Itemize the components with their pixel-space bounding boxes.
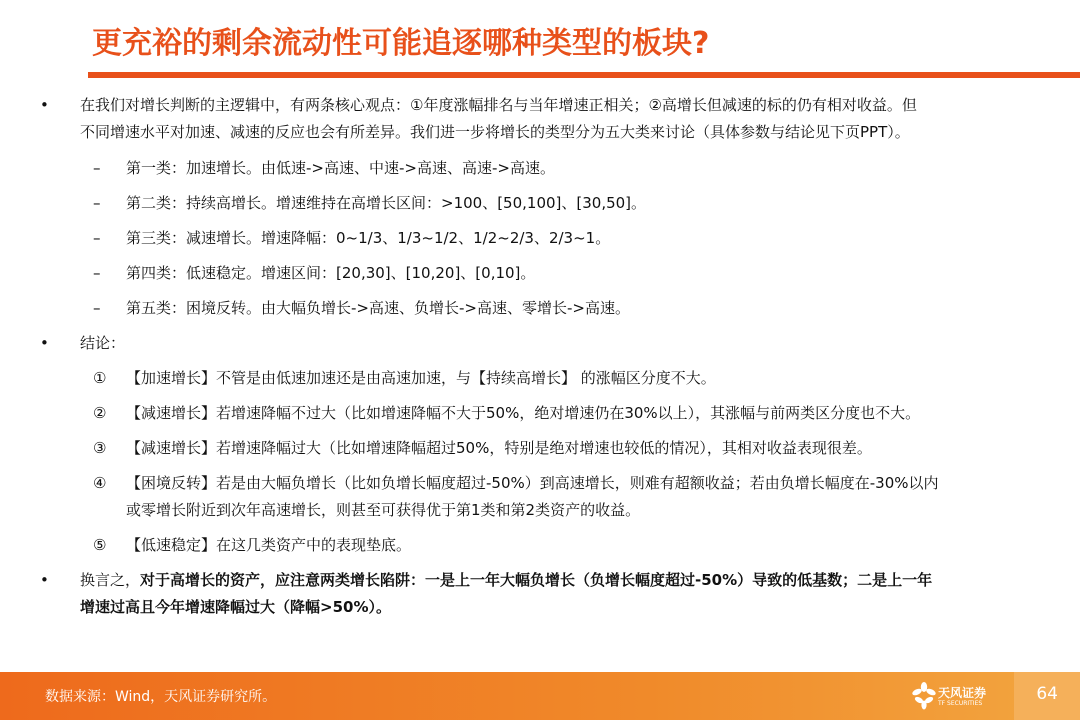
circled-number: ① <box>93 369 107 387</box>
page-number-box <box>1014 672 1080 720</box>
conclusion-item-1: 【加速增长】不管是由低速加速还是由高速加速，与【持续高增长】 的涨幅区分度不大。 <box>126 369 716 387</box>
bullet-marker: • <box>40 334 49 352</box>
page-number: 64 <box>1036 684 1058 704</box>
circled-number: ③ <box>93 439 107 457</box>
conclusion-label: 结论： <box>80 334 126 352</box>
dash-marker: – <box>93 194 101 212</box>
dash-marker: – <box>93 299 101 317</box>
page-title: 更充裕的剩余流动性可能追逐哪种类型的板块? <box>92 26 710 61</box>
category-item-5: 第五类：困境反转。由大幅负增长->高速、负增长->高速、零增长->高速。 <box>126 299 630 317</box>
intro-line-1: 在我们对增长判断的主逻辑中，有两条核心观点：①年度涨幅排名与当年增速正相关；②高增长但减速的标的仍有相对收益。但 <box>80 96 917 114</box>
conclusion-item-5: 【低速稳定】在这几类资产中的表现垫底。 <box>126 536 412 554</box>
data-source: 数据来源：Wind，天风证券研究所。 <box>45 689 277 705</box>
logo-subtitle: TF SECURITIES <box>938 700 983 707</box>
logo-icon <box>912 681 936 711</box>
dash-marker: – <box>93 229 101 247</box>
category-item-4: 第四类：低速稳定。增速区间：[20,30]、[10,20]、[0,10]。 <box>126 264 536 282</box>
summary-line-2: 增速过高且今年增速降幅过大（降幅>50%）。 <box>80 598 391 616</box>
summary-bold-1: 对于高增长的资产，应注意两类增长陷阱：一是上一年大幅负增长（负增长幅度超过-50%）导致的低基数；二是上一年 <box>140 571 933 589</box>
conclusion-item-3: 【减速增长】若增速降幅过大（比如增速降幅超过50%，特别是绝对增速也较低的情况），其相对收益表现很差。 <box>126 439 872 457</box>
logo-name: 天风证券 <box>938 686 987 700</box>
footer-bar <box>0 672 1080 720</box>
category-item-2: 第二类：持续高增长。增速维持在高增长区间：>100、[50,100]、[30,50]。 <box>126 194 647 212</box>
bullet-marker: • <box>40 96 49 114</box>
conclusion-item-2: 【减速增长】若增速降幅不过大（比如增速降幅不大于50%，绝对增速仍在30%以上），其涨幅与前两类区分度也不大。 <box>126 404 921 422</box>
circled-number: ④ <box>93 474 107 492</box>
conclusion-item-4-line-1: 【困境反转】若是由大幅负增长（比如负增长幅度超过-50%）到高速增长，则难有超额收益；若由负增长幅度在-30%以内 <box>126 474 939 492</box>
summary-line-1 <box>80 568 932 593</box>
conclusion-item-4-line-2: 或零增长附近到次年高速增长，则甚至可获得优于第1类和第2类资产的收益。 <box>126 501 641 519</box>
circled-number: ⑤ <box>93 536 107 554</box>
intro-line-2: 不同增速水平对加速、减速的反应也会有所差异。我们进一步将增长的类型分为五大类来讨论（具体参数与结论见下页PPT）。 <box>80 123 910 141</box>
title-underline <box>88 72 1080 78</box>
dash-marker: – <box>93 264 101 282</box>
circled-number: ② <box>93 404 107 422</box>
summary-prefix: 换言之， <box>80 571 141 589</box>
company-logo <box>912 681 1002 713</box>
category-item-3: 第三类：减速增长。增速降幅：0~1/3、1/3~1/2、1/2~2/3、2/3~1。 <box>126 229 611 247</box>
bullet-marker: • <box>40 571 49 589</box>
dash-marker: – <box>93 159 101 177</box>
category-item-1: 第一类：加速增长。由低速->高速、中速->高速、高速->高速。 <box>126 159 555 177</box>
